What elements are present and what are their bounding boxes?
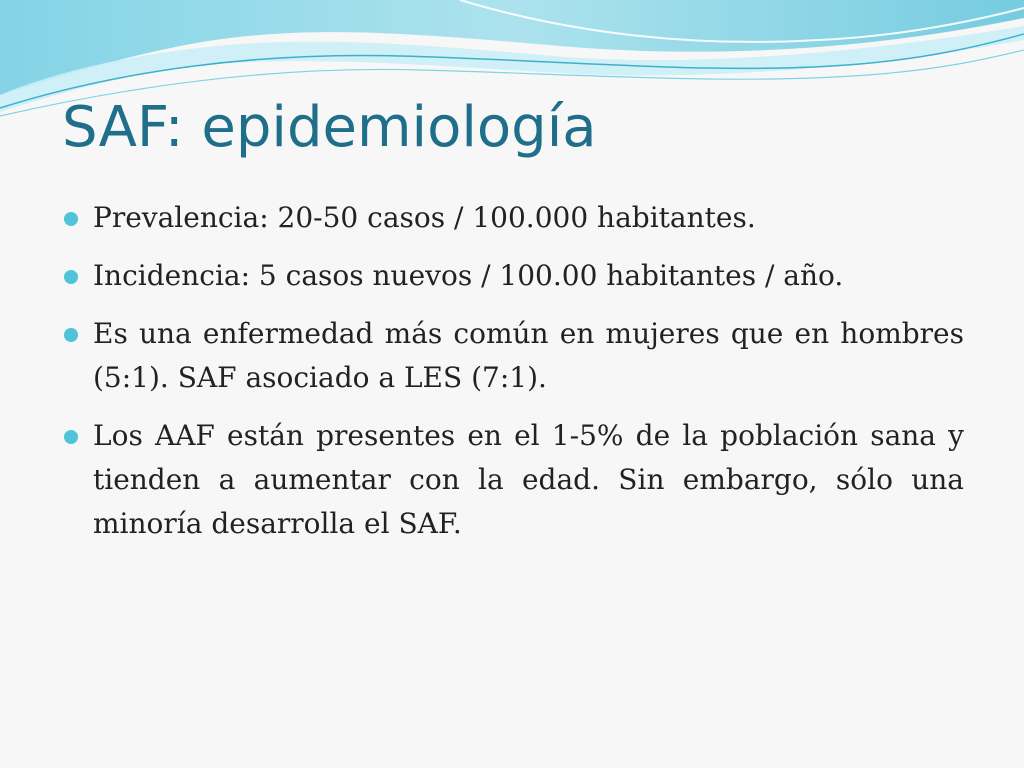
- bullet-text: Prevalencia: 20-50 casos / 100.000 habitantes.: [93, 201, 756, 234]
- bullet-item-prevalencia: [62, 196, 964, 240]
- bullet-text: Incidencia: 5 casos nuevos / 100.00 habitantes / año.: [93, 259, 844, 292]
- bullet-item-aaf: [62, 414, 964, 546]
- bullet-dot-icon: [64, 328, 78, 342]
- bullet-dot-icon: [64, 212, 78, 226]
- slide-title: SAF: epidemiología: [62, 95, 597, 160]
- bullet-text: Los AAF están presentes en el 1-5% de la población sana y tienden a aumentar con la edad. Sin embargo, sólo una minoría desarrolla el SAF.: [93, 419, 964, 540]
- bullet-dot-icon: [64, 430, 78, 444]
- bullet-text: Es una enfermedad más común en mujeres que en hombres (5:1). SAF asociado a LES (7:1).: [93, 317, 964, 394]
- bullet-dot-icon: [64, 270, 78, 284]
- bullet-list: [62, 196, 964, 560]
- bullet-item-sexo: [62, 312, 964, 400]
- bullet-item-incidencia: [62, 254, 964, 298]
